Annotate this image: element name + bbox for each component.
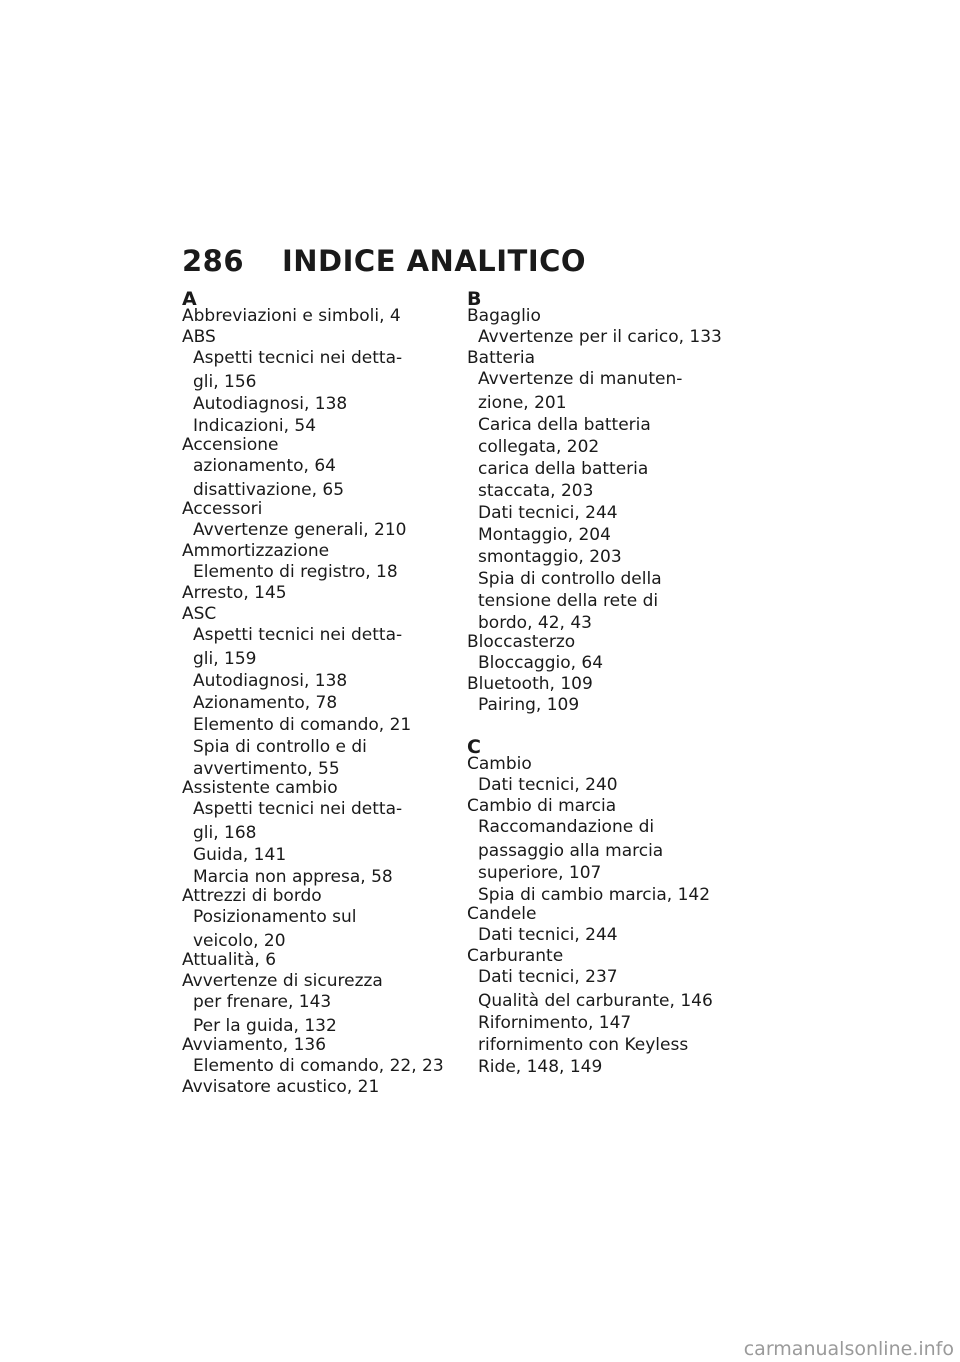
page-header bbox=[182, 244, 782, 280]
index-subentry: Spia di controllo della bbox=[478, 569, 662, 589]
index-subentry: Aspetti tecnici nei detta- bbox=[193, 348, 403, 368]
index-subentry: Autodiagnosi, 138 bbox=[193, 394, 348, 414]
index-subentry: staccata, 203 bbox=[478, 481, 594, 501]
index-subentry: passaggio alla marcia bbox=[478, 841, 664, 861]
index-entry: Accessori bbox=[182, 499, 263, 519]
index-subentry: Spia di cambio marcia, 142 bbox=[478, 885, 711, 905]
watermark: carmanualsonline.info bbox=[743, 1338, 954, 1360]
index-subentry: Montaggio, 204 bbox=[478, 525, 611, 545]
index-subentry: Dati tecnici, 237 bbox=[478, 967, 618, 987]
index-entry: Arresto, 145 bbox=[182, 583, 287, 603]
index-subentry: collegata, 202 bbox=[478, 437, 600, 457]
index-subentry: avvertimento, 55 bbox=[193, 759, 340, 779]
index-subentry: Raccomandazione di bbox=[478, 817, 655, 837]
index-subentry: zione, 201 bbox=[478, 393, 567, 413]
index-subentry: gli, 156 bbox=[193, 372, 257, 392]
index-entry: Avvertenze di sicurezza bbox=[182, 971, 383, 991]
index-subentry: Dati tecnici, 240 bbox=[478, 775, 618, 795]
index-subentry: Elemento di comando, 22, 23 bbox=[193, 1056, 444, 1076]
index-entry: Bloccasterzo bbox=[467, 632, 576, 652]
index-subentry: bordo, 42, 43 bbox=[478, 613, 592, 633]
index-subentry: superiore, 107 bbox=[478, 863, 602, 883]
index-entry: Carburante bbox=[467, 946, 564, 966]
index-letter-heading: C bbox=[467, 736, 481, 758]
index-subentry: rifornimento con Keyless bbox=[478, 1035, 689, 1055]
index-subentry: Avvertenze generali, 210 bbox=[193, 520, 407, 540]
index-entry: Bagaglio bbox=[467, 306, 541, 326]
index-entry: Avvisatore acustico, 21 bbox=[182, 1077, 380, 1097]
index-entry: Avviamento, 136 bbox=[182, 1035, 327, 1055]
index-subentry: carica della batteria bbox=[478, 459, 649, 479]
index-entry: ABS bbox=[182, 327, 216, 347]
index-subentry: Indicazioni, 54 bbox=[193, 416, 317, 436]
index-subentry: Rifornimento, 147 bbox=[478, 1013, 632, 1033]
index-subentry: gli, 159 bbox=[193, 649, 257, 669]
index-entry: Attrezzi di bordo bbox=[182, 886, 322, 906]
index-subentry: tensione della rete di bbox=[478, 591, 659, 611]
index-entry: Assistente cambio bbox=[182, 778, 338, 798]
index-subentry: gli, 168 bbox=[193, 823, 257, 843]
index-letter-heading: B bbox=[467, 288, 482, 310]
index-subentry: smontaggio, 203 bbox=[478, 547, 622, 567]
index-subentry: Pairing, 109 bbox=[478, 695, 580, 715]
page-number: 286 bbox=[182, 244, 245, 278]
index-column-left bbox=[182, 290, 452, 1100]
index-entry: Batteria bbox=[467, 348, 535, 368]
index-subentry: per frenare, 143 bbox=[193, 992, 332, 1012]
index-entry: Cambio di marcia bbox=[467, 796, 617, 816]
index-entry: ASC bbox=[182, 604, 217, 624]
index-subentry: Per la guida, 132 bbox=[193, 1016, 337, 1036]
index-subentry: Autodiagnosi, 138 bbox=[193, 671, 348, 691]
index-entry: Ammortizzazione bbox=[182, 541, 330, 561]
index-letter-heading: A bbox=[182, 288, 197, 310]
index-subentry: Marcia non appresa, 58 bbox=[193, 867, 393, 887]
index-subentry: Posizionamento sul bbox=[193, 907, 357, 927]
index-subentry: Guida, 141 bbox=[193, 845, 287, 865]
index-column-right bbox=[467, 290, 737, 1078]
index-entry: Attualità, 6 bbox=[182, 950, 277, 970]
index-subentry: Elemento di registro, 18 bbox=[193, 562, 398, 582]
index-subentry: veicolo, 20 bbox=[193, 931, 286, 951]
index-entry: Abbreviazioni e simboli, 4 bbox=[182, 306, 401, 326]
index-subentry: Avvertenze per il carico, 133 bbox=[478, 327, 722, 347]
index-subentry: Aspetti tecnici nei detta- bbox=[193, 625, 403, 645]
index-subentry: Elemento di comando, 21 bbox=[193, 715, 412, 735]
index-subentry: Aspetti tecnici nei detta- bbox=[193, 799, 403, 819]
index-subentry: Avvertenze di manuten- bbox=[478, 369, 683, 389]
page-title: INDICE ANALITICO bbox=[282, 244, 587, 278]
index-subentry: Qualità del carburante, 146 bbox=[478, 991, 713, 1011]
index-subentry: Ride, 148, 149 bbox=[478, 1057, 603, 1077]
index-entry: Bluetooth, 109 bbox=[467, 674, 593, 694]
index-subentry: Bloccaggio, 64 bbox=[478, 653, 604, 673]
index-subentry: Dati tecnici, 244 bbox=[478, 925, 618, 945]
index-subentry: azionamento, 64 bbox=[193, 456, 336, 476]
index-subentry: Dati tecnici, 244 bbox=[478, 503, 618, 523]
index-subentry: disattivazione, 65 bbox=[193, 480, 345, 500]
index-entry: Accensione bbox=[182, 435, 279, 455]
index-subentry: Azionamento, 78 bbox=[193, 693, 338, 713]
index-subentry: Spia di controllo e di bbox=[193, 737, 367, 757]
index-subentry: Carica della batteria bbox=[478, 415, 651, 435]
index-entry: Cambio bbox=[467, 754, 532, 774]
index-entry: Candele bbox=[467, 904, 537, 924]
